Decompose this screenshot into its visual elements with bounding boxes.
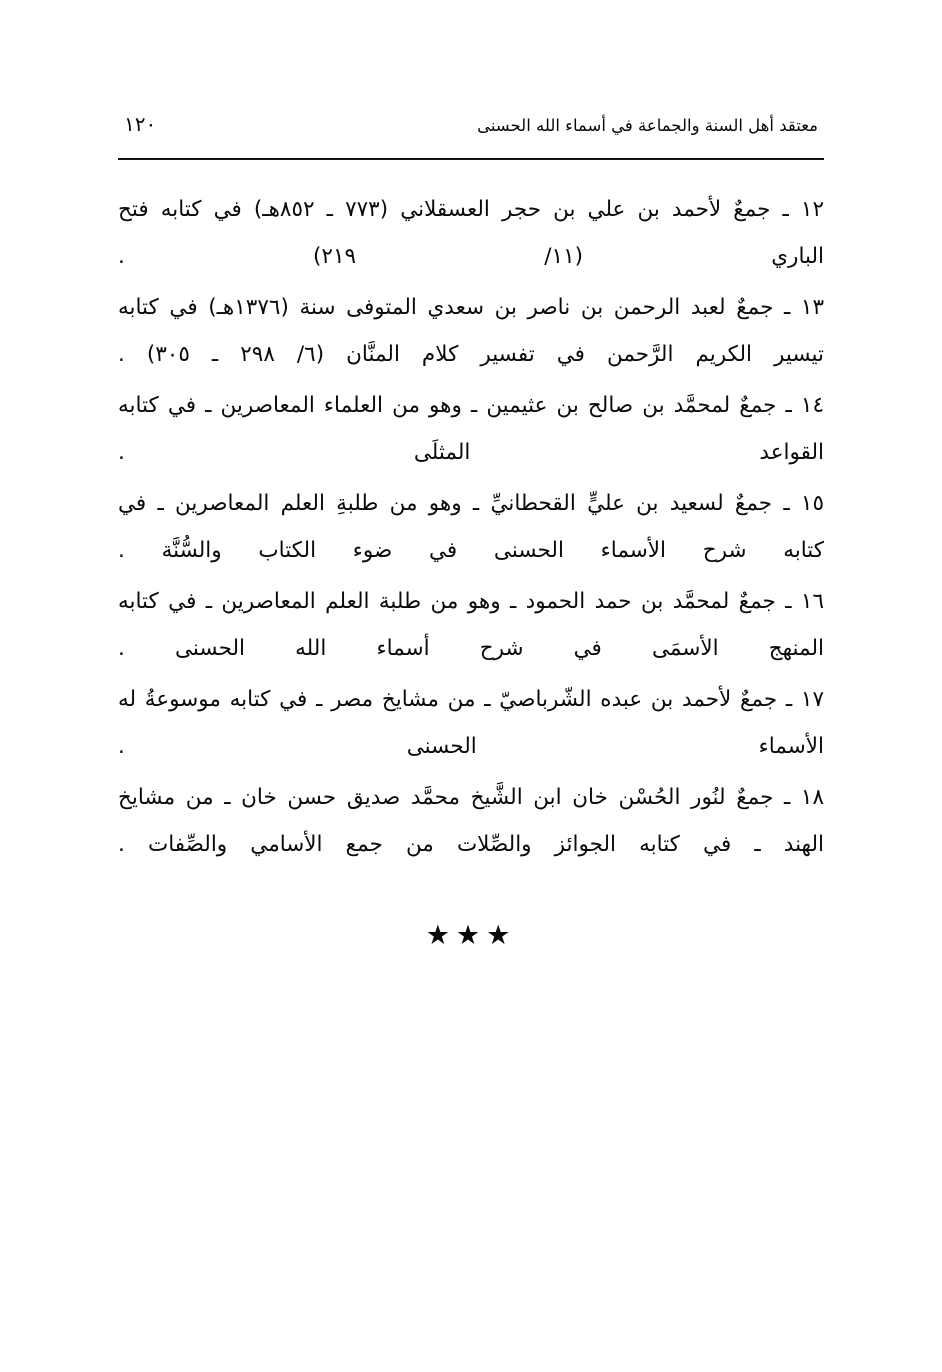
list-item: ١٣ ـ جمعٌ لعبد الرحمن بن ناصر بن سعدي المتوفى سنة (١٣٧٦هـ) في كتابه تيسير الكريم الرَّحمن في تفسير كلام المنَّان (٦/ ٢٩٨ ـ ٣٠٥) . [118, 295, 825, 367]
ornament-stars: ★★★ [425, 920, 517, 951]
body-text [118, 186, 824, 868]
header-divider [118, 158, 824, 160]
header-title: معتقد أهل السنة والجماعة في أسماء الله الحسنى [477, 116, 818, 135]
list-item: ١٨ ـ جمعٌ لنُور الحُسْن خان ابن الشَّيخ محمَّد صديق حسن خان ـ من مشايخ الهند ـ في كتابه الجوائز والصِّلات من جمع الأسامي والصِّفات . [118, 785, 824, 857]
list-item: ١٦ ـ جمعٌ لمحمَّد بن حمد الحمود ـ وهو من طلبة العلم المعاصرين ـ في كتابه المنهج الأسمَى في شرح أسماء الله الحسنى . [118, 589, 824, 661]
page-header [118, 112, 824, 136]
list-item: ١٢ ـ جمعٌ لأحمد بن علي بن حجر العسقلاني (٧٧٣ ـ ٨٥٢هـ) في كتابه فتح الباري (١١/ ٢١٩) . [118, 197, 825, 269]
list-item: ١٧ ـ جمعٌ لأحمد بن عبده الشّرباصيّ ـ من مشايخ مصر ـ في كتابه موسوعةُ له الأسماء الحسنى . [118, 687, 824, 759]
list-item: ١٤ ـ جمعٌ لمحمَّد بن صالح بن عثيمين ـ وهو من العلماء المعاصرين ـ في كتابه القواعد المثلَى . [118, 393, 824, 465]
list-item: ١٥ ـ جمعٌ لسعيد بن عليٍّ القحطانيِّ ـ وهو من طلبةِ العلم المعاصرين ـ في كتابه شرح الأسماء الحسنى في ضوء الكتاب والسُّنَّة . [118, 491, 824, 563]
page-number: ١٢٠ [124, 112, 157, 136]
